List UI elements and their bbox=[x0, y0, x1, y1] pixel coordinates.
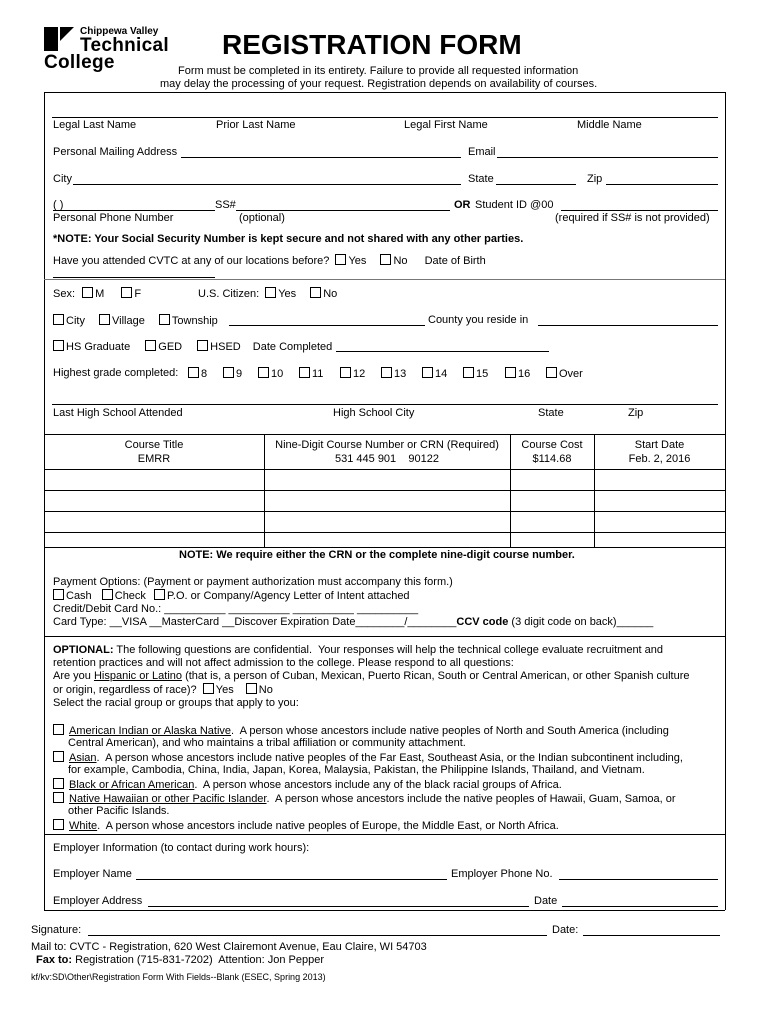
course-number-cell[interactable] bbox=[264, 534, 510, 546]
middle-name-label: Middle Name bbox=[577, 119, 642, 131]
hs-city-label: High School City bbox=[333, 407, 415, 419]
grade-16-checkbox[interactable] bbox=[505, 367, 516, 378]
grade-11-checkbox[interactable] bbox=[299, 367, 310, 378]
white-label: White bbox=[69, 820, 98, 832]
white-checkbox[interactable] bbox=[53, 819, 64, 830]
american-indian-desc-2: Central American), and who maintains a tribal affiliation or community attachment. bbox=[68, 737, 466, 749]
po-checkbox[interactable] bbox=[154, 589, 165, 600]
education-row bbox=[53, 340, 332, 353]
fax-label: Fax to: bbox=[36, 954, 73, 966]
grade-10-label: 10 bbox=[271, 368, 284, 380]
hs-state-label: State bbox=[538, 407, 564, 419]
sex-f-label: F bbox=[134, 288, 142, 300]
date-completed-field[interactable] bbox=[336, 351, 549, 352]
grade-9-checkbox[interactable] bbox=[223, 367, 234, 378]
grade-13-checkbox[interactable] bbox=[381, 367, 392, 378]
high-school-field[interactable] bbox=[52, 404, 718, 405]
grade-14-option bbox=[422, 367, 447, 380]
city-option-label: City bbox=[66, 315, 85, 327]
pacific-checkbox[interactable] bbox=[53, 792, 64, 803]
employer-phone-field[interactable] bbox=[559, 879, 718, 880]
dob-field[interactable] bbox=[53, 277, 215, 278]
cash-checkbox[interactable] bbox=[53, 589, 64, 600]
optional-intro-1 bbox=[53, 644, 663, 656]
grade-14-checkbox[interactable] bbox=[422, 367, 433, 378]
ged-label: GED bbox=[158, 341, 183, 353]
optional-intro-text: The following questions are confidential. Your responses will help the technical college evaluate recruitment and bbox=[113, 644, 664, 656]
black-label: Black or African American bbox=[69, 779, 195, 791]
course-title-cell[interactable] bbox=[44, 474, 264, 488]
logo-line-3: College bbox=[44, 52, 115, 73]
grade-9-label: 9 bbox=[236, 368, 243, 380]
county-field[interactable] bbox=[538, 325, 718, 326]
citizen-no-label: No bbox=[323, 288, 338, 300]
email-field[interactable] bbox=[497, 157, 718, 158]
course-number-cell[interactable] bbox=[264, 495, 510, 509]
course-title-cell[interactable] bbox=[44, 534, 264, 546]
course-number-cell[interactable]: 531 445 901 90122 bbox=[335, 453, 439, 465]
employer-info-label: Employer Information (to contact during work hours): bbox=[53, 842, 310, 854]
start-date-cell[interactable] bbox=[594, 474, 725, 488]
hsed-checkbox[interactable] bbox=[197, 340, 208, 351]
hispanic-question-2 bbox=[53, 683, 273, 696]
grade-10-checkbox[interactable] bbox=[258, 367, 269, 378]
card-type-row bbox=[53, 616, 653, 628]
student-id-field[interactable] bbox=[561, 210, 718, 211]
mailing-address-field[interactable] bbox=[181, 157, 461, 158]
ccv-field[interactable]: (3 digit code on back)______ bbox=[508, 616, 654, 628]
employer-name-field[interactable] bbox=[136, 879, 447, 880]
grade-11-option bbox=[299, 367, 323, 380]
city-field[interactable] bbox=[73, 184, 461, 185]
course-title-cell[interactable] bbox=[44, 495, 264, 509]
hsed-label: HSED bbox=[210, 341, 241, 353]
file-path: kf/kv:SD\Other\Registration Form With Fields--Blank (ESEC, Spring 2013) bbox=[31, 972, 326, 982]
ged-checkbox[interactable] bbox=[145, 340, 156, 351]
grade-16-option bbox=[505, 367, 530, 380]
citizen-yes-label: Yes bbox=[278, 288, 297, 300]
email-label: Email bbox=[468, 146, 496, 158]
phone-field[interactable] bbox=[53, 210, 215, 211]
optional-label: (optional) bbox=[239, 212, 285, 224]
grade-13-label: 13 bbox=[394, 368, 407, 380]
signature-label: Signature: bbox=[31, 924, 82, 936]
hs-graduate-label: HS Graduate bbox=[66, 341, 131, 353]
city-checkbox[interactable] bbox=[53, 314, 64, 325]
employer-date-field[interactable] bbox=[562, 906, 718, 907]
course-cost-cell[interactable]: $114.68 bbox=[532, 453, 572, 465]
hispanic-yes-label: Yes bbox=[215, 684, 234, 696]
hs-zip-label: Zip bbox=[628, 407, 644, 419]
white-desc: . A person whose ancestors include native peoples of Europe, the Middle East, or North Africa. bbox=[97, 820, 559, 832]
employer-name-label: Employer Name bbox=[53, 868, 132, 880]
village-label: Village bbox=[112, 315, 145, 327]
signature-field[interactable] bbox=[88, 935, 547, 936]
grade-9-option bbox=[223, 367, 242, 380]
hispanic-no-checkbox[interactable] bbox=[246, 683, 257, 694]
black-checkbox[interactable] bbox=[53, 778, 64, 789]
grade-12-checkbox[interactable] bbox=[340, 367, 351, 378]
grade-over-option bbox=[546, 367, 583, 380]
start-date-header: Start Date bbox=[634, 439, 685, 451]
crn-note: NOTE: We require either the CRN or the complete nine-digit course number. bbox=[179, 549, 575, 561]
grade-8-label: 8 bbox=[201, 368, 208, 380]
citizen-no-checkbox[interactable] bbox=[310, 287, 321, 298]
payment-methods-row bbox=[53, 589, 410, 602]
course-cost-cell[interactable] bbox=[510, 495, 594, 509]
phone-paren: ( ) bbox=[53, 199, 64, 211]
american-indian-desc: . A person whose ancestors include native peoples of North and South America (including bbox=[231, 725, 669, 737]
start-date-cell[interactable] bbox=[594, 495, 725, 509]
grade-8-option bbox=[188, 367, 207, 380]
course-title-cell[interactable]: EMRR bbox=[137, 453, 171, 465]
asian-label: Asian bbox=[69, 752, 97, 764]
hispanic-term: Hispanic or Latino bbox=[93, 670, 183, 682]
subtitle-line-1: Form must be completed in its entirety. Failure to provide all requested information bbox=[178, 65, 579, 77]
city-label: City bbox=[53, 173, 72, 185]
hispanic-line2: or origin, regardless of race)? bbox=[53, 684, 197, 696]
american-indian-checkbox[interactable] bbox=[53, 724, 64, 735]
attended-no-label: No bbox=[393, 255, 408, 267]
attended-no-checkbox[interactable] bbox=[380, 254, 391, 265]
grade-10-option bbox=[258, 367, 283, 380]
last-hs-label: Last High School Attended bbox=[53, 407, 183, 419]
logo-line-1: Chippewa Valley bbox=[80, 26, 159, 37]
grade-15-option bbox=[463, 367, 488, 380]
card-number-field[interactable]: Credit/Debit Card No.: __________ __________ __________ __________ bbox=[53, 603, 419, 615]
legal-first-name-label: Legal First Name bbox=[404, 119, 488, 131]
mail-to: Mail to: CVTC - Registration, 620 West Clairemont Avenue, Eau Claire, WI 54703 bbox=[31, 941, 427, 953]
sex-label: Sex: bbox=[53, 288, 76, 300]
grade-15-checkbox[interactable] bbox=[463, 367, 474, 378]
course-cost-cell[interactable] bbox=[510, 474, 594, 488]
grade-15-label: 15 bbox=[476, 368, 489, 380]
hs-graduate-checkbox[interactable] bbox=[53, 340, 64, 351]
course-title-header: Course Title bbox=[124, 439, 184, 451]
residence-row bbox=[53, 314, 218, 327]
mailing-address-label: Personal Mailing Address bbox=[53, 146, 178, 158]
citizen-label: U.S. Citizen: bbox=[198, 288, 260, 300]
township-checkbox[interactable] bbox=[159, 314, 170, 325]
legal-last-name-label: Legal Last Name bbox=[53, 119, 137, 131]
fax-detail: Registration (715-831-7202) Attention: Jon Pepper bbox=[72, 954, 324, 966]
hispanic-post: (that is, a person of Cuban, Mexican, Puerto Rican, South or Central American, or other Spanish culture bbox=[182, 670, 690, 682]
college-logo-icon bbox=[44, 27, 74, 51]
race-option-pacific bbox=[53, 792, 676, 805]
phone-label: Personal Phone Number bbox=[53, 212, 174, 224]
county-label: County you reside in bbox=[428, 314, 529, 326]
card-type-label[interactable]: Card Type: __VISA __MasterCard __Discover Expiration Date________/________ bbox=[53, 616, 457, 628]
po-label: P.O. or Company/Agency Letter of Intent attached bbox=[167, 590, 410, 602]
pacific-desc: . A person whose ancestors include the native peoples of Hawaii, Guam, Samoa, or bbox=[266, 793, 676, 805]
hispanic-question bbox=[53, 670, 690, 682]
optional-intro-2: retention practices and will not affect admission to the college. Please respond to all questions: bbox=[53, 657, 514, 669]
race-option-white bbox=[53, 819, 559, 832]
course-number-cell[interactable] bbox=[264, 474, 510, 488]
optional-label: OPTIONAL: bbox=[53, 644, 114, 656]
logo-line-2: Technical bbox=[80, 35, 169, 56]
employer-date-label: Date bbox=[534, 895, 558, 907]
signature-date-field[interactable] bbox=[583, 935, 720, 936]
attended-yes-checkbox[interactable] bbox=[335, 254, 346, 265]
start-date-cell[interactable]: Feb. 2, 2016 bbox=[628, 453, 691, 465]
state-label: State bbox=[468, 173, 494, 185]
course-cost-cell[interactable] bbox=[510, 534, 594, 546]
zip-field[interactable] bbox=[606, 184, 718, 185]
attended-yes-label: Yes bbox=[348, 255, 367, 267]
pacific-desc-2: other Pacific Islands. bbox=[68, 805, 170, 817]
or-label: OR bbox=[454, 199, 471, 211]
race-option-asian bbox=[53, 751, 683, 764]
fax-to bbox=[36, 954, 324, 966]
asian-desc-2: for example, Cambodia, China, India, Japan, Korea, Malaysia, Pakistan, the Philippine Islands, Thailand, and Vietnam. bbox=[68, 764, 645, 776]
grade-over-checkbox[interactable] bbox=[546, 367, 557, 378]
course-number-header: Nine-Digit Course Number or CRN (Required) bbox=[275, 439, 499, 451]
employer-phone-label: Employer Phone No. bbox=[451, 868, 553, 880]
sex-row bbox=[53, 287, 141, 300]
pacific-label: Native Hawaiian or other Pacific Islander bbox=[69, 793, 267, 805]
sex-m-label: M bbox=[95, 288, 105, 300]
grade-12-option bbox=[340, 367, 365, 380]
grade-12-label: 12 bbox=[353, 368, 366, 380]
start-date-cell[interactable] bbox=[594, 534, 725, 546]
prior-last-name-label: Prior Last Name bbox=[216, 119, 296, 131]
attended-question-text: Have you attended CVTC at any of our locations before? bbox=[53, 255, 330, 267]
employer-address-label: Employer Address bbox=[53, 895, 143, 907]
dob-label: Date of Birth bbox=[424, 255, 486, 267]
village-checkbox[interactable] bbox=[99, 314, 110, 325]
grade-11-label: 11 bbox=[312, 368, 324, 380]
signature-date-label: Date: bbox=[552, 924, 579, 936]
township-label: Township bbox=[171, 315, 218, 327]
sex-m-checkbox[interactable] bbox=[82, 287, 93, 298]
grade-8-checkbox[interactable] bbox=[188, 367, 199, 378]
grade-13-option bbox=[381, 367, 406, 380]
check-label: Check bbox=[114, 590, 146, 602]
course-cost-header: Course Cost bbox=[521, 439, 583, 451]
ss-label: SS# bbox=[215, 199, 236, 211]
ss-field[interactable] bbox=[236, 210, 450, 211]
race-option-american-indian bbox=[53, 724, 669, 737]
zip-label: Zip bbox=[587, 173, 603, 185]
township-field[interactable] bbox=[229, 325, 425, 326]
racial-select-label: Select the racial group or groups that apply to you: bbox=[53, 697, 299, 709]
ss-note: *NOTE: Your Social Security Number is kept secure and not shared with any other parties. bbox=[53, 233, 524, 245]
race-option-black bbox=[53, 778, 562, 791]
grade-16-label: 16 bbox=[518, 368, 531, 380]
citizen-row bbox=[198, 287, 337, 300]
form-title: REGISTRATION FORM bbox=[222, 29, 522, 60]
employer-address-field[interactable] bbox=[148, 906, 529, 907]
date-completed-label: Date Completed bbox=[252, 341, 333, 353]
ccv-label: CCV code bbox=[456, 616, 509, 628]
american-indian-label: American Indian or Alaska Native bbox=[69, 725, 232, 737]
payment-options-label: Payment Options: (Payment or payment authorization must accompany this form.) bbox=[53, 576, 453, 588]
hispanic-yes-checkbox[interactable] bbox=[203, 683, 214, 694]
hispanic-no-label: No bbox=[258, 684, 273, 696]
student-id-label: Student ID @00 bbox=[475, 199, 554, 211]
citizen-yes-checkbox[interactable] bbox=[265, 287, 276, 298]
state-field[interactable] bbox=[496, 184, 576, 185]
attended-question bbox=[53, 254, 486, 267]
cash-label: Cash bbox=[66, 590, 92, 602]
black-desc: . A person whose ancestors include any of the black racial groups of Africa. bbox=[194, 779, 562, 791]
subtitle-line-2: may delay the processing of your request. Registration depends on availability of courses. bbox=[160, 78, 598, 90]
hispanic-pre: Are you bbox=[53, 670, 94, 682]
grade-14-label: 14 bbox=[435, 368, 448, 380]
asian-desc: . A person whose ancestors include native peoples of the Far East, Southeast Asia, or the Indian subcontinent including, bbox=[96, 752, 683, 764]
sex-f-checkbox[interactable] bbox=[121, 287, 132, 298]
required-if-label: (required if SS# is not provided) bbox=[555, 212, 710, 224]
asian-checkbox[interactable] bbox=[53, 751, 64, 762]
check-checkbox[interactable] bbox=[102, 589, 113, 600]
grade-over-label: Over bbox=[559, 368, 583, 380]
highest-grade-label: Highest grade completed: bbox=[53, 367, 179, 379]
